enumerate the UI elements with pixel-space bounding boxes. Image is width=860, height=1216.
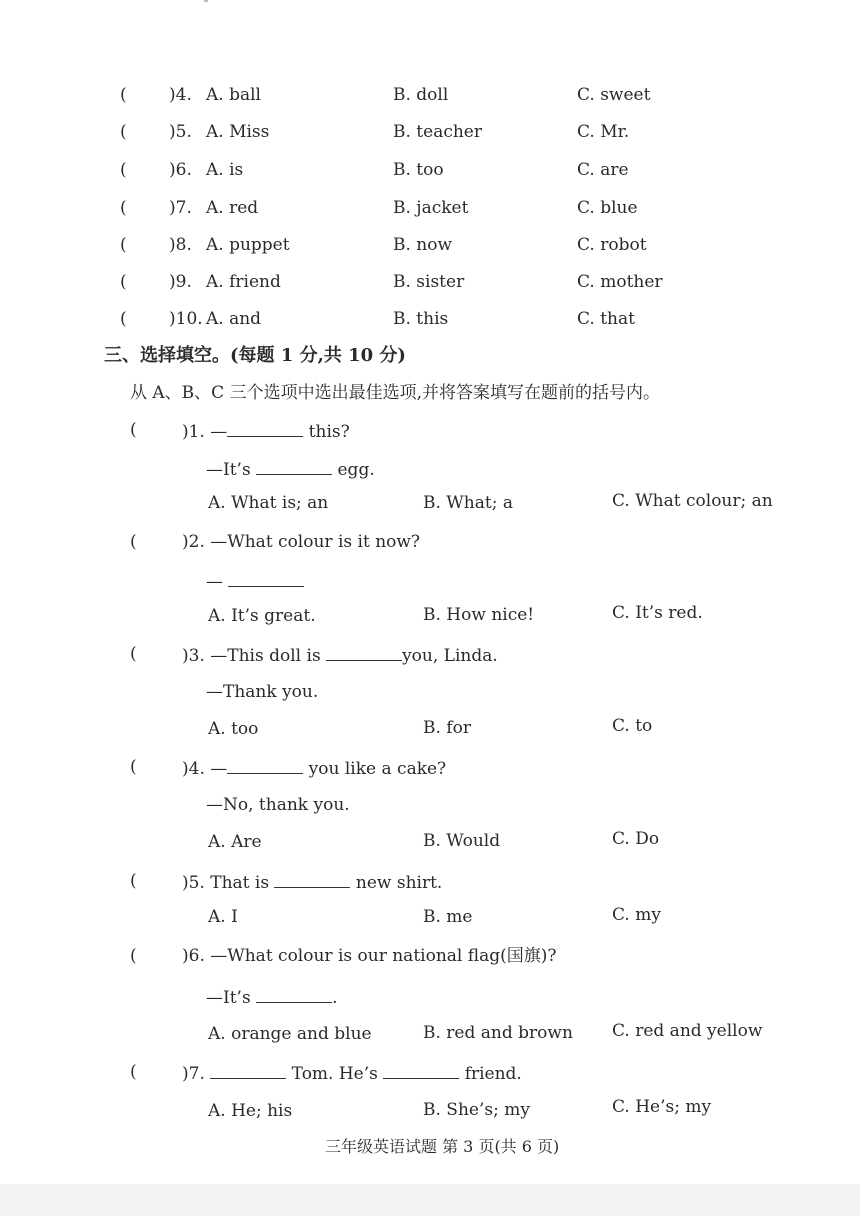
row-option-c: C. Mr. [577,122,630,142]
q6-option-a: A. orange and blue [208,1024,372,1044]
row-option-b: B. sister [393,272,465,292]
q6-response-b: . [332,988,338,1008]
q5-option-a: A. I [208,907,238,927]
q4-stem-after: you like a cake? [308,759,447,779]
row-number: )6. [169,160,192,180]
row-option-c: C. robot [577,235,647,255]
q5-stem [182,871,442,893]
scan-edge [0,1184,860,1216]
q5-stem-after: new shirt. [355,873,443,893]
answer-blank[interactable] [256,986,332,1003]
answer-blank[interactable] [326,644,402,661]
q3-stem-after: you, Linda. [402,646,498,666]
section3-instruction: 从 A、B、C 三个选项中选出最佳选项,并将答案填写在题前的括号内。 [130,383,660,403]
q3-option-a: A. too [208,719,259,739]
row-number: )10. [169,309,203,329]
row-option-b: B. this [393,309,449,329]
q6-stem: )6. —What colour is our national flag(国旗)? [182,946,557,966]
q3-option-c: C. to [612,716,653,736]
row-option-b: B. doll [393,85,449,105]
q1-option-b: B. What; a [423,493,513,513]
answer-blank[interactable] [256,458,332,475]
q2-dash: — [206,572,223,592]
q5-option-c: C. my [612,905,661,925]
row-option-a: A. red [206,198,259,218]
q1-stem-after: this? [308,422,350,442]
row-option-a: A. friend [206,272,281,292]
q6-option-c: C. red and yellow [612,1021,763,1041]
row-option-a: A. is [206,160,244,180]
section3-heading: 三、选择填空。(每题 1 分,共 10 分) [104,345,406,366]
q1-response-a: —It’s [206,460,251,480]
q7-number: )7. [182,1064,205,1084]
q5-option-b: B. me [423,907,473,927]
answer-blank[interactable] [228,570,304,587]
q7-stem [182,1062,522,1084]
row-option-a: A. ball [206,85,261,105]
row-paren-open: ( [120,272,127,292]
row-paren-open: ( [120,122,127,142]
row-option-c: C. are [577,160,629,180]
q7-stem-after: friend. [464,1064,522,1084]
row-option-a: A. puppet [206,235,290,255]
row-option-b: B. teacher [393,122,482,142]
q4-response: —No, thank you. [206,795,350,815]
row-option-b: B. too [393,160,444,180]
row-paren-open: ( [120,198,127,218]
q1-response-b: egg. [337,460,375,480]
q1-paren: ( [130,420,137,440]
q7-option-a: A. He; his [208,1101,293,1121]
q4-number: )4. — [182,759,228,779]
answer-blank[interactable] [274,871,350,888]
row-number: )5. [169,122,192,142]
row-option-b: B. jacket [393,198,469,218]
row-number: )7. [169,198,192,218]
q6-response-a: —It’s [206,988,251,1008]
q1-stem [182,420,350,442]
q4-option-c: C. Do [612,829,660,849]
q2-option-a: A. It’s great. [208,606,316,626]
q3-option-b: B. for [423,718,471,738]
q2-option-c: C. It’s red. [612,603,703,623]
q7-stem-mid: Tom. He’s [291,1064,378,1084]
q4-stem [182,757,446,779]
q2-response [206,570,304,592]
q4-option-a: A. Are [208,832,262,852]
row-number: )8. [169,235,192,255]
answer-blank[interactable] [227,757,303,774]
q2-paren: ( [130,532,137,552]
q2-option-b: B. How nice! [423,605,535,625]
row-number: )4. [169,85,192,105]
answer-blank[interactable] [210,1062,286,1079]
q3-stem [182,644,498,666]
row-paren-open: ( [120,85,127,105]
q3-response: —Thank you. [206,682,319,702]
q1-option-a: A. What is; an [208,493,329,513]
answer-blank[interactable] [227,420,303,437]
row-option-c: C. that [577,309,635,329]
row-number: )9. [169,272,192,292]
row-option-c: C. blue [577,198,638,218]
row-option-a: A. Miss [206,122,270,142]
q1-response [206,458,375,480]
q6-paren: ( [130,946,137,966]
row-option-b: B. now [393,235,453,255]
q3-number: )3. —This doll is [182,646,321,666]
q4-paren: ( [130,757,137,777]
page-footer: 三年级英语试题 第 3 页(共 6 页) [325,1137,560,1156]
row-paren-open: ( [120,160,127,180]
q6-response [206,986,338,1008]
q7-option-b: B. She’s; my [423,1100,530,1120]
row-option-c: C. mother [577,272,663,292]
q1-option-c: C. What colour; an [612,491,773,511]
row-option-c: C. sweet [577,85,651,105]
q7-option-c: C. He’s; my [612,1097,712,1117]
q2-stem: )2. —What colour is it now? [182,532,421,552]
q5-number: )5. That is [182,873,270,893]
answer-blank[interactable] [383,1062,459,1079]
q6-option-b: B. red and brown [423,1023,573,1043]
q5-paren: ( [130,871,137,891]
q1-number: )1. — [182,422,228,442]
row-option-a: A. and [206,309,262,329]
q7-paren: ( [130,1062,137,1082]
row-paren-open: ( [120,309,127,329]
q4-option-b: B. Would [423,831,501,851]
scan-mark [204,0,208,2]
row-paren-open: ( [120,235,127,255]
q3-paren: ( [130,644,137,664]
